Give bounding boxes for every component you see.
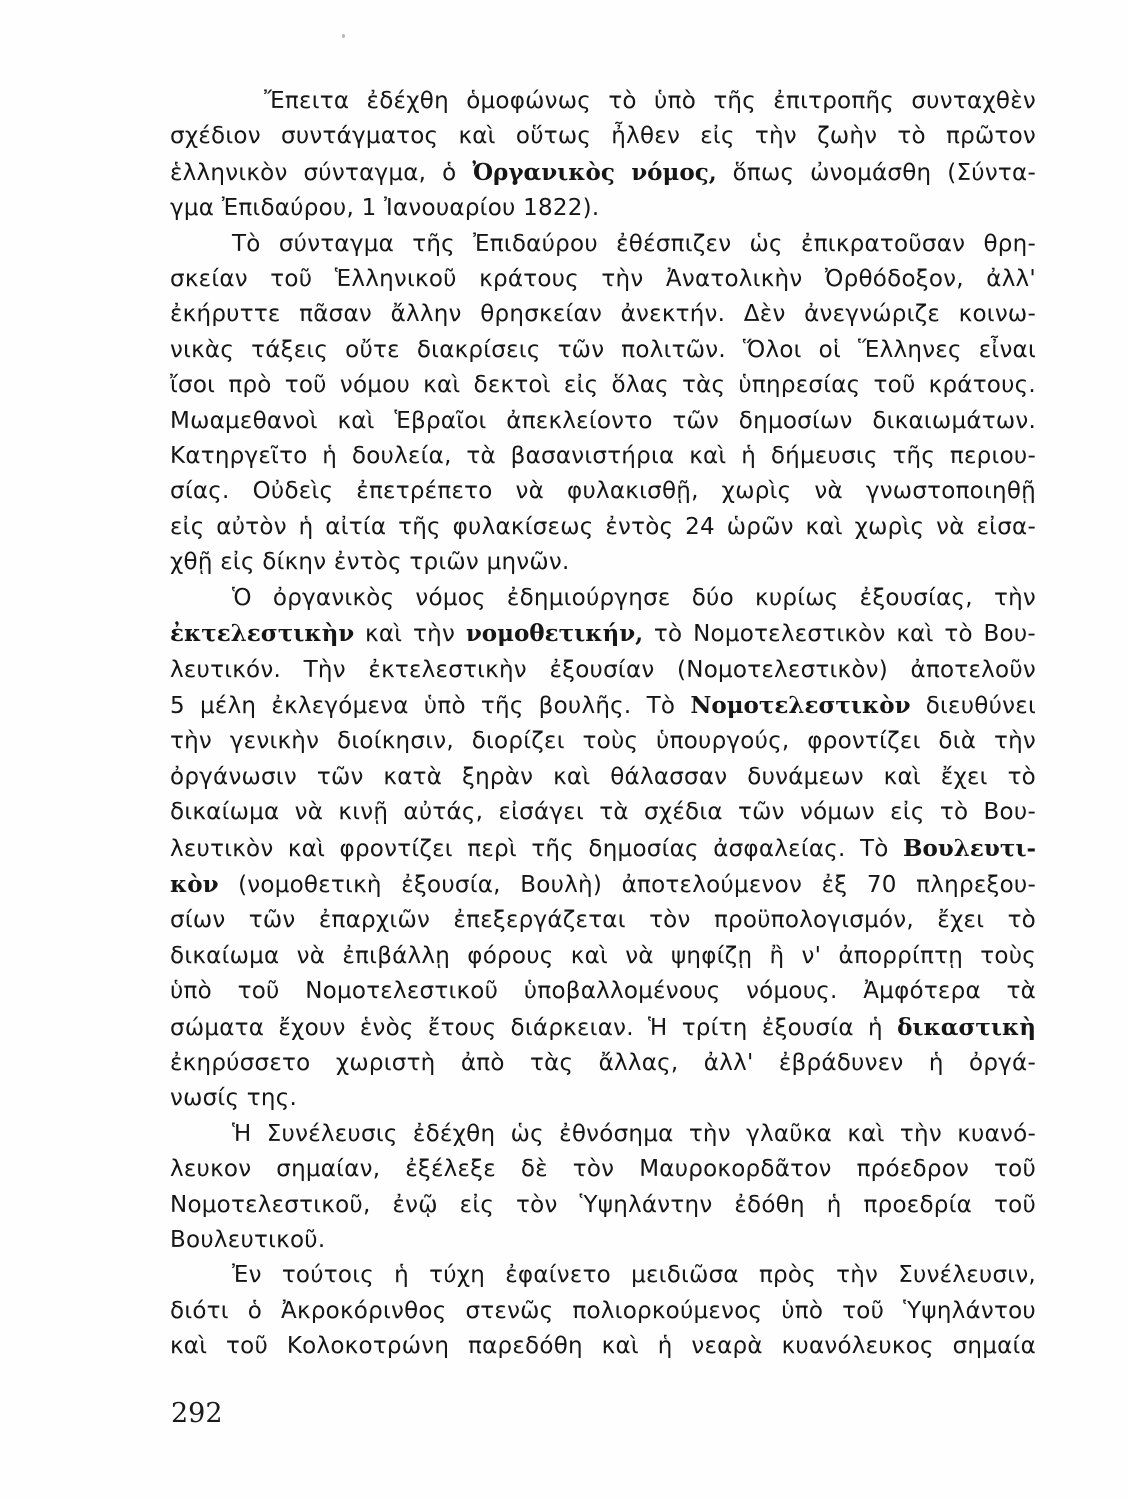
paragraph-5 xyxy=(170,1258,1036,1364)
text-line xyxy=(170,616,1036,652)
text-line xyxy=(170,831,1036,867)
text-line xyxy=(170,795,1036,830)
bold-term: Βουλευτι- xyxy=(903,834,1036,862)
text-line xyxy=(170,227,1036,262)
text-run: καὶ τὴν xyxy=(354,621,466,648)
text-run: Κατηργεῖτο ἡ δουλεία, τὰ βασανιστήρια καὶ ἡ δήμευσις τῆς περιου- xyxy=(170,443,1036,470)
text-run: Ἔπειτα ἐδέχθη ὁμοφώνως τὸ ὑπὸ τῆς ἐπιτροπῆς συνταχθὲν xyxy=(264,88,1036,114)
text-run: χθῇ εἰς δίκην ἐντὸς τριῶν μηνῶν. xyxy=(170,549,570,576)
text-line xyxy=(170,84,1036,119)
text-line xyxy=(170,688,1036,724)
text-line xyxy=(170,439,1036,474)
text-line xyxy=(170,653,1036,688)
text-line xyxy=(170,1258,1036,1293)
text-run: δικαίωμα νὰ κινῇ αὐτάς, εἰσάγει τὰ σχέδια τῶν νόμων εἰς τὸ Βου- xyxy=(170,799,1036,826)
bold-term: κὸν xyxy=(170,870,219,898)
text-run: λευτικόν. Τὴν ἐκτελεστικὴν ἐξουσίαν (Νομοτελεστικὸν) ἀποτελοῦν xyxy=(170,656,1036,683)
text-line xyxy=(170,1046,1036,1081)
text-run: ἴσοι πρὸ τοῦ νόμου καὶ δεκτοὶ εἰς ὅλας τὰς ὑπηρεσίας τοῦ κράτους. xyxy=(170,372,1036,399)
text-run: σχέδιον συντάγματος καὶ οὕτως ἦλθεν εἰς τὴν ζωὴν τὸ πρῶτον xyxy=(170,123,1036,150)
text-line xyxy=(170,545,1036,580)
text-run: ὀργάνωσιν τῶν κατὰ ξηρὰν καὶ θάλασσαν δυνάμεων καὶ ἔχει τὸ xyxy=(170,763,1036,790)
text-line xyxy=(170,510,1036,545)
paragraph-3 xyxy=(170,581,1036,1117)
bold-term: νομοθετικήν, xyxy=(465,620,644,648)
text-line xyxy=(170,724,1036,759)
body-text xyxy=(170,84,1036,1365)
paragraph-1 xyxy=(170,84,1036,227)
text-run: ἐκηρύσσετο χωριστὴ ἀπὸ τὰς ἄλλας, ἀλλ' ἐβράδυνεν ἡ ὀργά- xyxy=(170,1049,1036,1076)
text-run: τὸ Νομοτελεστικὸν καὶ τὸ Βου- xyxy=(643,621,1036,648)
text-line xyxy=(170,262,1036,297)
text-run: Ἐν τούτοις ἡ τύχη ἐφαίνετο μειδιῶσα πρὸς τὴν Συνέλευσιν, xyxy=(232,1262,1036,1289)
text-run: σκείαν τοῦ Ἑλληνικοῦ κράτους τὴν Ἀνατολικὴν Ὀρθόδοξον, ἀλλ' xyxy=(170,266,1036,293)
bold-term: Ὀργανικὸς νόμος, xyxy=(472,158,717,186)
text-line xyxy=(170,333,1036,368)
text-run: Βουλευτικοῦ. xyxy=(170,1227,326,1253)
text-line xyxy=(170,1294,1036,1329)
text-line xyxy=(170,191,1036,226)
text-line xyxy=(170,974,1036,1009)
text-line xyxy=(170,867,1036,903)
text-run: ἐκήρυττε πᾶσαν ἄλλην θρησκείαν ἀνεκτήν. Δὲν ἀνεγνώριζε κοινω- xyxy=(170,301,1036,328)
paragraph-2 xyxy=(170,227,1036,581)
text-run: νικὰς τάξεις οὔτε διακρίσεις τῶν πολιτῶν. Ὅλοι οἱ Ἕλληνες εἶναι xyxy=(170,336,1036,363)
text-run: ἑλληνικὸν σύνταγμα, ὁ xyxy=(170,159,473,186)
text-run: σώματα ἔχουν ἑνὸς ἔτους διάρκειαν. Ἡ τρίτη ἐξουσία ἡ xyxy=(170,1014,898,1041)
text-run: λευτικὸν καὶ φροντίζει περὶ τῆς δημοσίας ἀσφαλείας. Τὸ xyxy=(170,835,904,862)
text-line xyxy=(170,903,1036,938)
text-line xyxy=(170,119,1036,154)
text-run: 5 μέλη ἐκλεγόμενα ὑπὸ τῆς βουλῆς. Τὸ xyxy=(170,692,691,719)
text-line xyxy=(170,1081,1036,1116)
page-number: 292 xyxy=(171,1398,223,1429)
text-line xyxy=(170,1010,1036,1046)
text-run: τὴν γενικὴν διοίκησιν, διορίζει τοὺς ὑπουργούς, φροντίζει διὰ τὴν xyxy=(170,728,1036,755)
text-line xyxy=(170,474,1036,509)
text-run: νωσίς της. xyxy=(170,1085,298,1112)
text-line xyxy=(170,1117,1036,1152)
text-line xyxy=(170,297,1036,332)
text-line xyxy=(170,404,1036,439)
text-line xyxy=(170,1329,1036,1364)
text-run: Ἡ Συνέλευσις ἐδέχθη ὡς ἐθνόσημα τὴν γλαῦκα καὶ τὴν κυανό- xyxy=(232,1120,1036,1147)
text-run: λευκον σημαίαν, ἐξέλεξε δὲ τὸν Μαυροκορδᾶτον πρόεδρον τοῦ xyxy=(170,1156,1036,1183)
text-run: καὶ τοῦ Κολοκοτρώνη παρεδόθη καὶ ἡ νεαρὰ κυανόλευκος σημαία xyxy=(170,1333,1036,1360)
text-run: γμα Ἐπιδαύρου, 1 Ἰανουαρίου 1822). xyxy=(170,195,600,222)
text-line xyxy=(170,760,1036,795)
paragraph-4 xyxy=(170,1117,1036,1259)
text-line xyxy=(170,155,1036,191)
bold-term: ἐκτελεστικὴν xyxy=(170,620,355,648)
text-run: Νομοτελεστικοῦ, ἐνῷ εἰς τὸν Ὑψηλάντην ἐδόθη ἡ προεδρία τοῦ xyxy=(170,1191,1036,1218)
text-line xyxy=(170,1152,1036,1187)
text-run: (νομοθετικὴ ἐξουσία, Βουλὴ) ἀποτελούμενον ἐξ 70 πληρεξου- xyxy=(218,871,1036,898)
bold-term: δικαστικὴ xyxy=(897,1013,1036,1041)
text-line xyxy=(170,581,1036,616)
text-line xyxy=(170,368,1036,403)
bold-term: Νομοτελεστικὸν xyxy=(690,691,911,719)
text-line xyxy=(170,1223,1036,1258)
text-run: ὑπὸ τοῦ Νομοτελεστικοῦ ὑποβαλλομένους νόμους. Ἀμφότερα τὰ xyxy=(170,978,1036,1005)
text-line xyxy=(170,1188,1036,1223)
text-line xyxy=(170,939,1036,974)
scan-speck xyxy=(342,34,345,38)
text-run: διότι ὁ Ἀκροκόρινθος στενῶς πολιορκούμενος ὑπὸ τοῦ Ὑψηλάντου xyxy=(170,1297,1036,1324)
text-run: ὅπως ὠνομάσθη (Σύντα- xyxy=(716,159,1036,186)
text-run: Τὸ σύνταγμα τῆς Ἐπιδαύρου ἐθέσπιζεν ὡς ἐπικρατοῦσαν θρη- xyxy=(232,230,1036,257)
text-run: σίας. Οὐδεὶς ἐπετρέπετο νὰ φυλακισθῇ, χωρὶς νὰ γνωστοποιηθῇ xyxy=(170,478,1036,505)
text-run: Μωαμεθανοὶ καὶ Ἑβραῖοι ἀπεκλείοντο τῶν δημοσίων δικαιωμάτων. xyxy=(170,407,1036,434)
text-run: Ὁ ὀργανικὸς νόμος ἐδημιούργησε δύο κυρίως ἐξουσίας, τὴν xyxy=(232,584,1036,611)
text-run: δικαίωμα νὰ ἐπιβάλλῃ φόρους καὶ νὰ ψηφίζῃ ἢ ν' ἀπορρίπτῃ τοὺς xyxy=(170,942,1036,969)
text-run: σίων τῶν ἐπαρχιῶν ἐπεξεργάζεται τὸν προϋπολογισμόν, ἔχει τὸ xyxy=(170,907,1036,934)
text-run: εἰς αὐτὸν ἡ αἰτία τῆς φυλακίσεως ἐντὸς 24 ὡρῶν καὶ χωρὶς νὰ εἰσα- xyxy=(170,513,1036,540)
text-run: διευθύνει xyxy=(910,692,1036,719)
